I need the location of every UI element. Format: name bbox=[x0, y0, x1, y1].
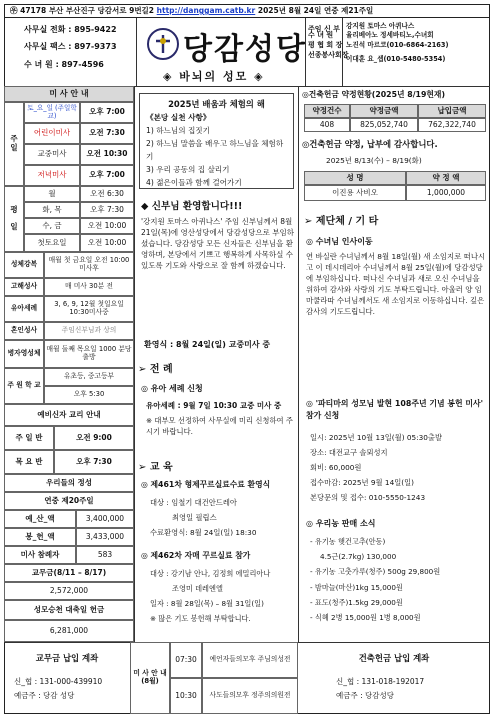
footer-mass-label: 미 사 안 내 (8월) bbox=[130, 642, 170, 714]
mass-row-time: 오후 7:00 bbox=[80, 102, 134, 123]
welcome-title: ◆ 신부님 환영합니다!!! bbox=[141, 201, 243, 212]
stats-value: 3,433,000 bbox=[76, 528, 134, 546]
mass-day-sunday: 주 일 bbox=[4, 102, 24, 186]
header-bar bbox=[4, 4, 490, 18]
education-line: ※ 많은 기도 봉헌해 부탁합니다. bbox=[150, 614, 251, 623]
groups-line: 본당문의 및 접수: 010-5550-1243 bbox=[310, 493, 426, 502]
sacrament-label: 성체강복 bbox=[4, 252, 44, 278]
mass-row-name: 수, 금 bbox=[24, 218, 80, 234]
stats-label: 예_산_액 bbox=[4, 510, 76, 528]
groups-line: 회비: 60,000원 bbox=[310, 463, 362, 472]
mass-day-weekday: 평 일 bbox=[4, 186, 24, 252]
donor-header: 성 명 bbox=[304, 171, 406, 185]
sacrament-label: 병자영성체 bbox=[4, 340, 44, 368]
footer-build-line: 신_협 : 131-018-192017 bbox=[336, 677, 425, 686]
groups-line: - 표도(청주)1.5kg 29,000원 bbox=[310, 597, 403, 607]
education-line: 최영일 필립스 bbox=[172, 513, 217, 522]
welcome-mass: 환영식 : 8월 24일(일) 교중미사 중 bbox=[144, 340, 271, 349]
education-line: 조영미 데레엔엘 bbox=[172, 584, 223, 593]
construction-thanks-period: 2025년 8/13(수) – 8/19(화) bbox=[326, 156, 422, 165]
arrow-icon: ➢ bbox=[138, 462, 147, 473]
mass-row-name: 첫토요일 bbox=[24, 234, 80, 252]
stats-label: 봉_헌_액 bbox=[4, 528, 76, 546]
groups-item-body: 연 바실란 수녀님께서 8월 18일(월) 새 소임지로 떠나시고 이 데시데리아 수녀님께서 8월 25일(월)에 당감성당에 부임하십니다. 떠나신 수녀님과 새로 오신 수녀님을 위하여 감사와 사랑의 기도 부탁드립니다. 아울러 양 임마쿨라따 수녀님께서도 새 소임지로 이동하십니다. 깊은 감사의 기도드립니다. bbox=[306, 252, 486, 316]
groups-line: 장소: 대전교구 솔뫼성지 bbox=[310, 448, 388, 457]
parish-logo bbox=[137, 18, 305, 86]
donor-amount: 1,000,000 bbox=[406, 185, 486, 201]
address: ㉾ 47178 부산 부산진구 당감서로 9번길2 bbox=[10, 6, 155, 15]
stats-sub: 연중 제20주일 bbox=[4, 492, 134, 510]
stats-dues-value: 2,572,000 bbox=[4, 582, 134, 600]
mass-row-name: 월 bbox=[24, 186, 80, 202]
construction-title: ◎건축헌금 약정현황(2025년 8/19현재) bbox=[302, 90, 446, 99]
footer-dues-title: 교무금 납입 계좌 bbox=[35, 653, 99, 663]
mass-row-time: 오후 7:00 bbox=[80, 165, 134, 186]
sacrament-value: 오후 5:30 bbox=[44, 386, 134, 404]
education-line: 대상 : 강기남 안나, 김정희 에밀리아나 bbox=[150, 569, 271, 578]
program-box bbox=[139, 93, 294, 189]
stats-dues-label: 교무금(8/11 – 8/17) bbox=[4, 564, 134, 582]
donor-header: 약 정 액 bbox=[406, 171, 486, 185]
mass-row-time: 오전 10:30 bbox=[80, 144, 134, 165]
construction-value: 762,322,740 bbox=[418, 118, 486, 132]
clergy-role: 평 협 회 장 bbox=[308, 41, 343, 49]
liturgy-heading: ➢ 전 례 bbox=[138, 364, 173, 375]
issue-date: 2025년 8월 24일 연중 제21주일 bbox=[257, 6, 374, 15]
stats-value: 3,400,000 bbox=[76, 510, 134, 528]
footer-build-title: 건축헌금 납입 계좌 bbox=[358, 653, 430, 663]
program-item: 2) 하느님 말씀을 배우고 하느님을 체험하기 bbox=[146, 139, 284, 161]
sacrament-value: 주임신부님과 상의 bbox=[44, 322, 134, 340]
clergy-name: 율리베아노 정세바티노,수녀회 bbox=[346, 31, 434, 40]
clergy-name: 강지원 토마스 아퀴나스 bbox=[346, 22, 415, 30]
education-line: 대상 : 임철기 대건안드레아 bbox=[150, 498, 237, 507]
stats-label: 미사 참례자 bbox=[4, 546, 76, 564]
construction-value: 825,052,740 bbox=[350, 118, 418, 132]
welcome-body: '강지원 토마스 아퀴나스' 주임 신부님께서 8월 21일(목)에 영산성당에서 당감성당으로 부임하셨습니다. 당감성당 모든 신자들은 신부님을 환영하며, 본당에서 기쁘고 행복하게 사목하실 수 있도록 기도와 사랑으로 잘 함께 하겠습니다. bbox=[141, 217, 294, 271]
footer-slot-time: 10:30 bbox=[170, 678, 202, 714]
program-subtitle: 《본당 실천 사항》 bbox=[146, 113, 211, 122]
catechism-value: 오전 9:00 bbox=[54, 426, 134, 450]
program-title: 2025년 배움과 체험의 해 bbox=[168, 99, 265, 109]
footer-dues-line: 신_협 : 131-000-439910 bbox=[14, 677, 103, 686]
footer-slot-text: 사도들의모후 정주의의원전 bbox=[202, 678, 298, 714]
education-item-title: ◎ 제462차 자매 꾸르실료 참가 bbox=[141, 551, 251, 560]
construction-header: 약정금액 bbox=[350, 104, 418, 118]
groups-line: - 밤마늘(마산)1kg 15,000원 bbox=[310, 582, 403, 592]
footer-dues-account bbox=[4, 642, 130, 714]
construction-header: 약정건수 bbox=[304, 104, 350, 118]
mass-row-time: 오전 10:00 bbox=[80, 218, 134, 234]
sacrament-label: 유아세례 bbox=[4, 296, 44, 322]
donor-name: 이진용 사비오 bbox=[304, 185, 406, 201]
parish-subtitle: ◈ 바뇌의 성모 ◈ bbox=[163, 70, 265, 83]
education-line: 일자 : 8월 28일(목) – 8월 31일(일) bbox=[150, 599, 264, 608]
liturgy-note: ※ 대부모 선정하여 사무실에 미리 신청하여 주시기 바랍니다. bbox=[146, 416, 293, 436]
footer-slot-time: 07:30 bbox=[170, 642, 202, 678]
mass-row-name: 화, 목 bbox=[24, 202, 80, 218]
mass-row-name: 저녁미사 bbox=[24, 165, 80, 186]
contact-block bbox=[10, 22, 136, 82]
sacrament-label: 주 원 학 교 bbox=[4, 368, 44, 404]
sacrament-value: 유초등, 중고등부 bbox=[44, 368, 134, 386]
sacrament-value: 매월 둘째 목요일 1000 분당 출방 bbox=[44, 340, 134, 368]
groups-item-title: ◎ 수녀님 인사이동 bbox=[306, 237, 373, 246]
groups-item-title: ◎ 우리농 판매 소식 bbox=[306, 519, 376, 528]
mass-row-time: 오후 7:30 bbox=[80, 202, 134, 218]
program-item: 1) 하느님의 집짓기 bbox=[146, 126, 210, 135]
sacrament-value: 매 미사 30분 전 bbox=[44, 278, 134, 296]
arrow-icon: ➢ bbox=[304, 216, 313, 227]
mass-row-name: 토_요_일 (주일학교) bbox=[24, 102, 80, 123]
clergy-name: 이대훈 요_셉(010-5480-5354) bbox=[346, 55, 446, 63]
sacrament-value: 매월 첫 금요일 오전 10:00 미사후 bbox=[44, 252, 134, 278]
clergy-name: 노진석 마르코(010-6864-2163) bbox=[346, 40, 449, 49]
catechism-label: 주 일 반 bbox=[4, 426, 54, 450]
liturgy-item-line: 유아세례 : 9월 7일 10:30 교중 미사 중 bbox=[146, 401, 282, 410]
sacrament-label: 고해성사 bbox=[4, 278, 44, 296]
construction-value: 408 bbox=[304, 118, 350, 132]
construction-thanks-title: ◎건축헌금 약정, 납부에 감사합니다. bbox=[302, 139, 438, 149]
footer-dues-holder: 예금주 : 당감 성당 bbox=[14, 691, 75, 700]
contact-phone: 사무실 전화 : 895-9422 bbox=[24, 25, 117, 34]
footer-build-account bbox=[298, 642, 490, 714]
groups-line: - 유기농 햇건고추(안동) bbox=[310, 537, 386, 546]
sacrament-label: 혼인성사 bbox=[4, 322, 44, 340]
stats-title: 우리들의 정성 bbox=[4, 474, 134, 492]
logo-emblem-icon bbox=[147, 28, 179, 60]
groups-line: 4.5근(2.7kg) 130,000 bbox=[320, 552, 397, 562]
clergy-role: 수 녀 원 bbox=[308, 31, 334, 39]
website-link[interactable]: http://danggam.catb.kr bbox=[156, 6, 256, 15]
program-item: 4) 젊은이들과 함께 걸어가기 bbox=[146, 178, 242, 187]
stats-build-label: 성모승천 대축일 헌금 bbox=[4, 600, 134, 620]
mass-row-time: 오전 10:00 bbox=[80, 234, 134, 252]
education-line: 수료환영식: 8월 24일(일) 18:30 bbox=[150, 528, 257, 537]
groups-line: - 식혜 2병 15,000원 1병 8,000원 bbox=[310, 613, 421, 623]
groups-heading: ➢ 제단체 / 기 타 bbox=[304, 216, 379, 227]
education-heading: ➢ 교 육 bbox=[138, 462, 173, 473]
mass-row-time: 오전 7:30 bbox=[80, 123, 134, 144]
parish-title: 당감성당 bbox=[183, 32, 307, 67]
catechism-value: 오후 7:30 bbox=[54, 450, 134, 474]
program-item: 3) 우리 공동의 집 살리기 bbox=[146, 165, 230, 174]
footer-slot-text: 예언자들의모후 주님의성전 bbox=[202, 642, 298, 678]
mass-row-name: 교중미사 bbox=[24, 144, 80, 165]
groups-line: 일시: 2025년 10월 13일(월) 05:30출발 bbox=[310, 433, 442, 442]
mass-row-time: 오전 6:30 bbox=[80, 186, 134, 202]
stats-build-value: 6,281,000 bbox=[4, 620, 134, 642]
mass-title: 미 사 안 내 bbox=[4, 86, 134, 102]
arrow-icon: ➢ bbox=[138, 364, 147, 375]
stats-value: 583 bbox=[76, 546, 134, 564]
groups-line: 접수마감: 2025년 9월 14일(일) bbox=[310, 478, 414, 487]
contact-convent: 수 녀 원 : 897-4596 bbox=[24, 60, 104, 69]
sacrament-value: 3, 6, 9, 12월 첫일요일10:30미사중 bbox=[44, 296, 134, 322]
groups-item-title: ◎ '파티마의 성모님 발현 108주년 기념 봉헌 미사' 참가 신청 bbox=[306, 399, 483, 420]
clergy-role: 선종봉사회장 bbox=[308, 51, 349, 59]
clergy-list bbox=[306, 18, 490, 86]
construction-header: 납입금액 bbox=[418, 104, 486, 118]
contact-fax: 사무실 팩스 : 897-9373 bbox=[24, 42, 117, 51]
catechism-label: 목 요 반 bbox=[4, 450, 54, 474]
mass-row-name: 어린이미사 bbox=[24, 123, 80, 144]
footer-build-holder: 예금주 : 당감성당 bbox=[336, 691, 395, 700]
catechism-title: 예비신자 교리 안내 bbox=[4, 404, 134, 426]
clergy-role: 주임 신 부 bbox=[308, 25, 340, 33]
education-item-title: ◎ 제461차 형제꾸르실료수료 환영식 bbox=[141, 480, 271, 489]
groups-line: - 유기농 고춧가루(청주) 500g 29,800원 bbox=[310, 567, 441, 577]
liturgy-item-title: ◎ 유아 세례 신청 bbox=[141, 384, 203, 393]
